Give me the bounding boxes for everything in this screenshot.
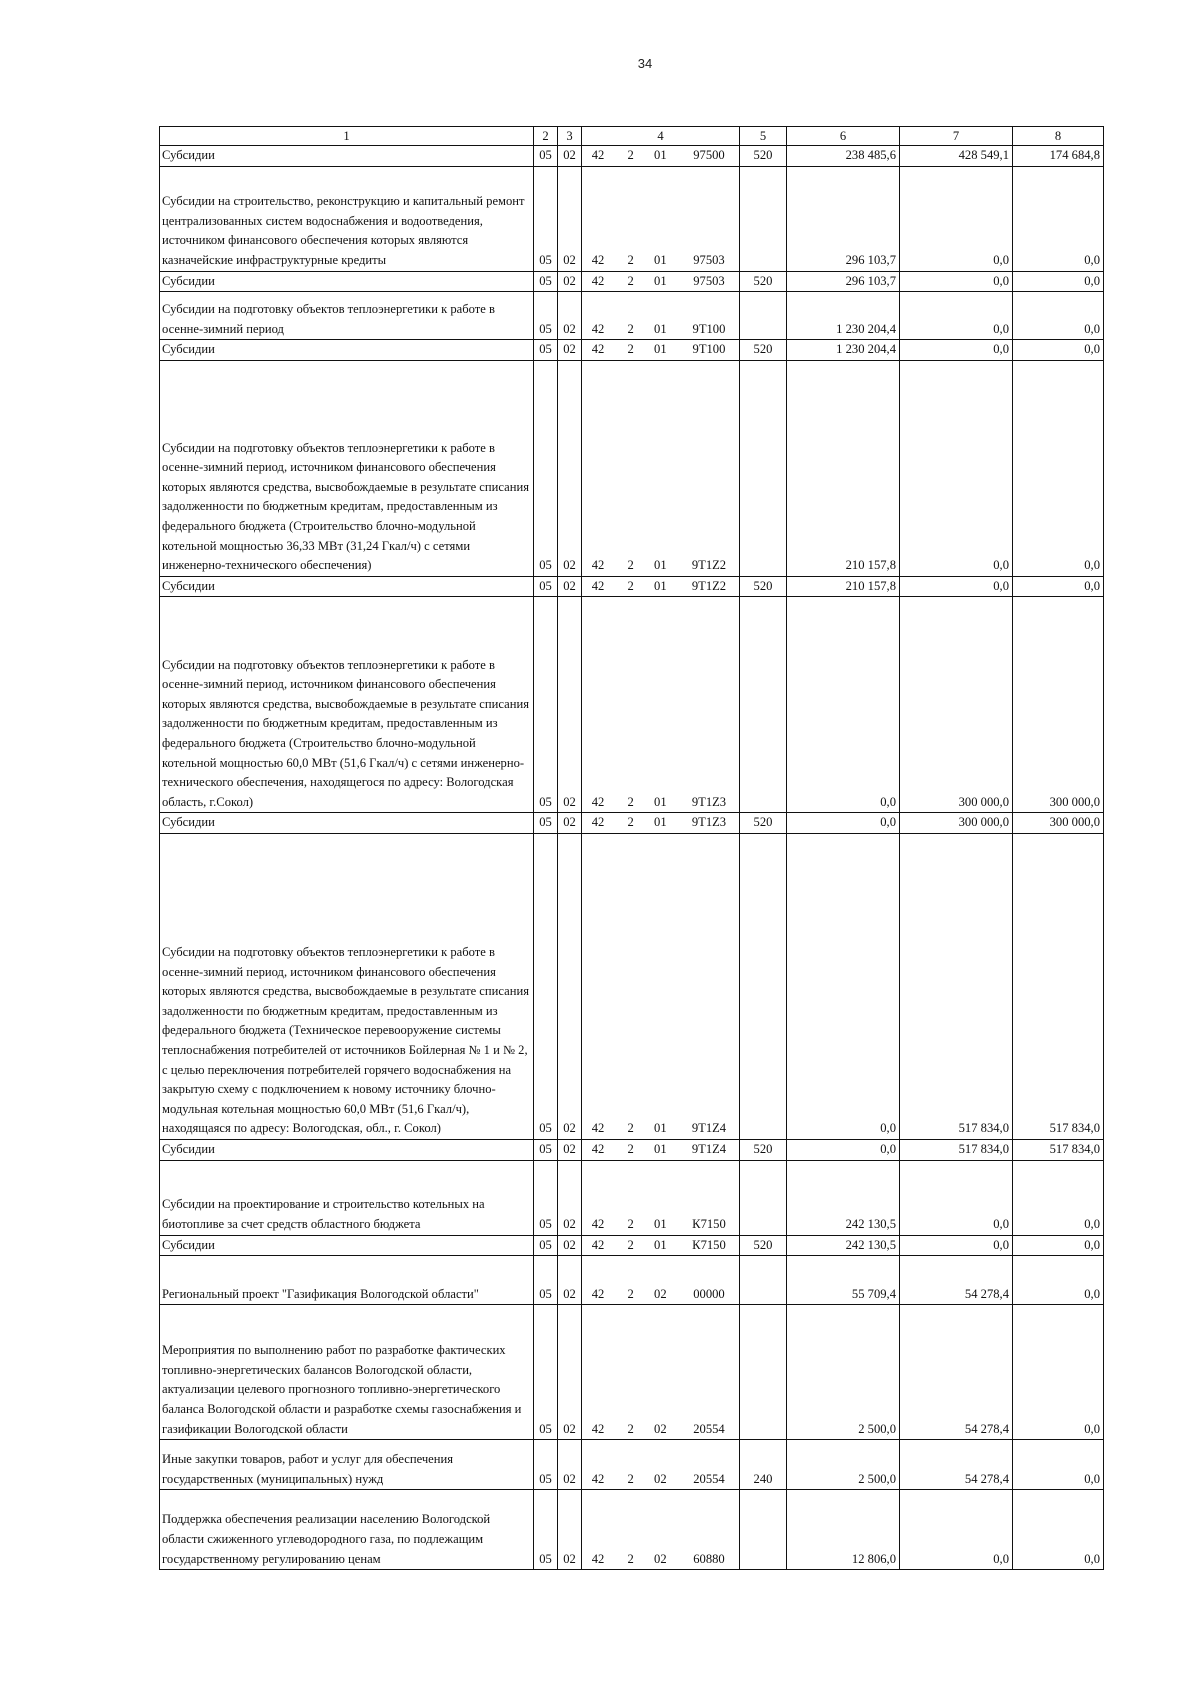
table-row — [160, 166, 1104, 271]
amount-year-2: 0,0 — [900, 1160, 1013, 1235]
expense-type-code: 520 — [740, 1235, 787, 1256]
amount-year-1: 242 130,5 — [787, 1160, 900, 1235]
amount-year-3: 517 834,0 — [1013, 833, 1104, 1139]
amount-year-3: 0,0 — [1013, 360, 1104, 576]
amount-year-2: 0,0 — [900, 576, 1013, 597]
direction-code: К7150 — [692, 1237, 726, 1252]
amount-year-2: 0,0 — [900, 166, 1013, 271]
program-code: 42 — [591, 578, 605, 593]
event-code: 01 — [654, 1216, 667, 1231]
subsection-code: 02 — [558, 340, 582, 361]
amount-year-1: 210 157,8 — [787, 576, 900, 597]
amount-year-2: 517 834,0 — [900, 1139, 1013, 1160]
event-code: 01 — [654, 321, 667, 336]
event-code: 01 — [654, 1141, 667, 1156]
expense-type-code — [740, 292, 787, 340]
amount-year-1: 1 230 204,4 — [787, 292, 900, 340]
amount-year-1: 210 157,8 — [787, 360, 900, 576]
direction-code: 9Т1Z3 — [691, 815, 727, 830]
program-code: 42 — [591, 794, 605, 809]
amount-year-3: 0,0 — [1013, 1235, 1104, 1256]
section-code: 05 — [534, 1490, 558, 1570]
amount-year-1: 0,0 — [787, 597, 900, 813]
event-code: 01 — [654, 148, 667, 162]
event-code: 01 — [654, 1237, 667, 1252]
direction-code: 9Т1Z2 — [691, 558, 727, 573]
section-code: 05 — [534, 292, 558, 340]
event-code: 01 — [654, 253, 667, 267]
table-row — [160, 1256, 1104, 1305]
section-code: 05 — [534, 166, 558, 271]
program-code: 42 — [591, 558, 605, 573]
amount-year-3: 0,0 — [1013, 166, 1104, 271]
amount-year-1: 1 230 204,4 — [787, 340, 900, 361]
table-row — [160, 1160, 1104, 1235]
subprogram-code: 2 — [627, 578, 634, 593]
expense-type-code — [740, 1490, 787, 1570]
amount-year-3: 0,0 — [1013, 576, 1104, 597]
amount-year-2: 54 278,4 — [900, 1256, 1013, 1305]
amount-year-2: 517 834,0 — [900, 833, 1013, 1139]
header-cell: 4 — [582, 127, 740, 146]
section-code: 05 — [534, 576, 558, 597]
subprogram-code: 2 — [627, 815, 634, 830]
expense-type-code: 520 — [740, 576, 787, 597]
section-code: 05 — [534, 1440, 558, 1490]
target-article-code — [582, 166, 740, 271]
amount-year-1: 12 806,0 — [787, 1490, 900, 1570]
amount-year-1: 2 500,0 — [787, 1305, 900, 1440]
target-article-code — [582, 597, 740, 813]
program-code: 42 — [591, 1551, 605, 1566]
subsection-code: 02 — [558, 1160, 582, 1235]
amount-year-1: 242 130,5 — [787, 1235, 900, 1256]
expense-type-code — [740, 597, 787, 813]
header-cell: 2 — [534, 127, 558, 146]
event-code: 01 — [654, 578, 667, 593]
amount-year-2: 54 278,4 — [900, 1305, 1013, 1440]
page-number: 34 — [637, 56, 653, 71]
direction-code: 9Т100 — [692, 342, 726, 357]
direction-code: 9Т1Z3 — [691, 794, 727, 809]
table-row — [160, 271, 1104, 292]
target-article-code — [582, 271, 740, 292]
row-name: Субсидии на подготовку объектов теплоэнергетики к работе в осенне-зимний период, источником финансового обеспечения которых являются средства, высвобождаемые в результате списания задолженности по бюджетным кредитам, предоставленным из федерального бюджета (Строительство блочно-модульной котельной мощностью 36,33 МВт (31,24 Гкал/ч) с сетями инженерно-технического обеспечения) — [160, 360, 534, 576]
subsection-code: 02 — [558, 271, 582, 292]
table-row — [160, 1235, 1104, 1256]
subprogram-code: 2 — [627, 1421, 634, 1436]
section-code: 05 — [534, 1160, 558, 1235]
amount-year-1: 0,0 — [787, 813, 900, 834]
target-article-code — [582, 1490, 740, 1570]
amount-year-1: 55 709,4 — [787, 1256, 900, 1305]
program-code: 42 — [591, 342, 605, 357]
header-cell: 5 — [740, 127, 787, 146]
amount-year-2: 428 549,1 — [900, 146, 1013, 167]
row-name: Субсидии — [160, 271, 534, 292]
amount-year-3: 0,0 — [1013, 340, 1104, 361]
amount-year-3: 517 834,0 — [1013, 1139, 1104, 1160]
subsection-code: 02 — [558, 1256, 582, 1305]
amount-year-2: 0,0 — [900, 360, 1013, 576]
target-article-code — [582, 340, 740, 361]
target-article-code — [582, 833, 740, 1139]
direction-code: 20554 — [693, 1421, 725, 1436]
amount-year-3: 174 684,8 — [1013, 146, 1104, 167]
program-code: 42 — [591, 321, 605, 336]
section-code: 05 — [534, 1256, 558, 1305]
section-code: 05 — [534, 146, 558, 167]
header-cell: 6 — [787, 127, 900, 146]
amount-year-3: 0,0 — [1013, 1440, 1104, 1490]
table-row — [160, 833, 1104, 1139]
table-row — [160, 292, 1104, 340]
subsection-code: 02 — [558, 1440, 582, 1490]
event-code: 01 — [654, 794, 667, 809]
program-code: 42 — [591, 1141, 605, 1156]
target-article-code — [582, 1235, 740, 1256]
table-row — [160, 1139, 1104, 1160]
amount-year-3: 0,0 — [1013, 1256, 1104, 1305]
event-code: 01 — [654, 1121, 667, 1136]
amount-year-1: 2 500,0 — [787, 1440, 900, 1490]
section-code: 05 — [534, 813, 558, 834]
direction-code: 9Т1Z2 — [691, 578, 727, 593]
row-name: Субсидии — [160, 1235, 534, 1256]
event-code: 01 — [654, 558, 667, 573]
subprogram-code: 2 — [627, 1216, 634, 1231]
program-code: 42 — [591, 1216, 605, 1231]
expense-type-code — [740, 1305, 787, 1440]
row-name: Поддержка обеспечения реализации населению Вологодской области сжиженного углеводородного газа, по подлежащим государственному регулированию ценам — [160, 1490, 534, 1570]
section-code: 05 — [534, 597, 558, 813]
expense-type-code — [740, 833, 787, 1139]
amount-year-1: 238 485,6 — [787, 146, 900, 167]
table-row — [160, 1305, 1104, 1440]
subsection-code: 02 — [558, 813, 582, 834]
target-article-code — [582, 1440, 740, 1490]
expense-type-code — [740, 1160, 787, 1235]
subprogram-code: 2 — [627, 1141, 634, 1156]
amount-year-3: 0,0 — [1013, 271, 1104, 292]
direction-code: 00000 — [693, 1286, 725, 1301]
amount-year-2: 0,0 — [900, 1490, 1013, 1570]
program-code: 42 — [591, 1286, 605, 1301]
subprogram-code: 2 — [627, 1551, 634, 1566]
expense-type-code: 520 — [740, 271, 787, 292]
target-article-code — [582, 360, 740, 576]
subsection-code: 02 — [558, 146, 582, 167]
direction-code: 20554 — [693, 1471, 725, 1486]
direction-code: 97500 — [693, 148, 725, 162]
subprogram-code: 2 — [627, 253, 634, 267]
amount-year-2: 54 278,4 — [900, 1440, 1013, 1490]
subsection-code: 02 — [558, 360, 582, 576]
row-name: Субсидии на подготовку объектов теплоэнергетики к работе в осенне-зимний период, источником финансового обеспечения которых являются средства, высвобождаемые в результате списания задолженности по бюджетным кредитам, предоставленным из федерального бюджета (Техническое перевооружение системы теплоснабжения потребителей от источников Бойлерная № 1 и № 2, с целью переключения потребителей горячего водоснабжения на закрытую схему с подключением к новому источнику блочно-модульная котельная мощностью 60,0 МВт (51,6 Гкал/ч), находящаяся по адресу: Вологодская, обл., г. Сокол) — [160, 833, 534, 1139]
amount-year-1: 296 103,7 — [787, 166, 900, 271]
amount-year-3: 300 000,0 — [1013, 597, 1104, 813]
section-code: 05 — [534, 271, 558, 292]
row-name: Иные закупки товаров, работ и услуг для обеспечения государственных (муниципальных) нужд — [160, 1440, 534, 1490]
row-name: Субсидии — [160, 576, 534, 597]
row-name: Региональный проект "Газификация Вологодской области" — [160, 1256, 534, 1305]
expense-type-code: 520 — [740, 340, 787, 361]
amount-year-2: 0,0 — [900, 340, 1013, 361]
section-code: 05 — [534, 1139, 558, 1160]
subprogram-code: 2 — [627, 1471, 634, 1486]
program-code: 42 — [591, 148, 605, 162]
table-row — [160, 1490, 1104, 1570]
program-code: 42 — [591, 815, 605, 830]
header-cell: 8 — [1013, 127, 1104, 146]
expense-type-code — [740, 1256, 787, 1305]
table-row — [160, 360, 1104, 576]
subprogram-code: 2 — [627, 1237, 634, 1252]
table-row — [160, 813, 1104, 834]
amount-year-3: 300 000,0 — [1013, 813, 1104, 834]
subsection-code: 02 — [558, 1235, 582, 1256]
target-article-code — [582, 292, 740, 340]
subsection-code: 02 — [558, 1139, 582, 1160]
row-name: Субсидии на подготовку объектов теплоэнергетики к работе в осенне-зимний период, источником финансового обеспечения которых являются средства, высвобождаемые в результате списания задолженности по бюджетным кредитам, предоставленным из федерального бюджета (Строительство блочно-модульной котельной мощностью 60,0 МВт (51,6 Гкал/ч) с сетями инженерно-технического обеспечения, находящегося по адресу: Вологодская область, г.Сокол) — [160, 597, 534, 813]
expense-type-code — [740, 360, 787, 576]
row-name: Субсидии — [160, 340, 534, 361]
program-code: 42 — [591, 253, 605, 267]
subprogram-code: 2 — [627, 1286, 634, 1301]
direction-code: 9Т1Z4 — [691, 1141, 727, 1156]
subprogram-code: 2 — [627, 321, 634, 336]
expense-type-code: 240 — [740, 1440, 787, 1490]
event-code: 01 — [654, 342, 667, 357]
amount-year-2: 0,0 — [900, 271, 1013, 292]
event-code: 02 — [654, 1471, 667, 1486]
row-name: Субсидии — [160, 813, 534, 834]
target-article-code — [582, 1305, 740, 1440]
row-name: Субсидии на строительство, реконструкцию и капитальный ремонт централизованных систем водоснабжения и водоотведения, источником финансового обеспечения которых являются казначейские инфраструктурные кредиты — [160, 166, 534, 271]
subprogram-code: 2 — [627, 273, 634, 288]
row-name: Субсидии на подготовку объектов теплоэнергетики к работе в осенне-зимний период — [160, 292, 534, 340]
target-article-code — [582, 813, 740, 834]
direction-code: 9Т100 — [692, 321, 726, 336]
expense-type-code — [740, 166, 787, 271]
amount-year-1: 296 103,7 — [787, 271, 900, 292]
amount-year-2: 300 000,0 — [900, 813, 1013, 834]
row-name: Субсидии — [160, 146, 534, 167]
target-article-code — [582, 1256, 740, 1305]
section-code: 05 — [534, 1305, 558, 1440]
amount-year-2: 300 000,0 — [900, 597, 1013, 813]
table-row — [160, 340, 1104, 361]
expense-type-code: 520 — [740, 813, 787, 834]
subprogram-code: 2 — [627, 148, 634, 162]
table-row — [160, 576, 1104, 597]
subprogram-code: 2 — [627, 794, 634, 809]
direction-code: 60880 — [693, 1551, 725, 1566]
target-article-code — [582, 1160, 740, 1235]
row-name: Мероприятия по выполнению работ по разработке фактических топливно-энергетических балансов Вологодской области, актуализации целевого прогнозного топливно-энергетического баланса Вологодской области и разработке схемы газоснабжения и газификации Вологодской области — [160, 1305, 534, 1440]
subsection-code: 02 — [558, 576, 582, 597]
header-row — [160, 127, 1104, 146]
header-cell: 3 — [558, 127, 582, 146]
subprogram-code: 2 — [627, 342, 634, 357]
table-row — [160, 146, 1104, 167]
amount-year-3: 0,0 — [1013, 1305, 1104, 1440]
subsection-code: 02 — [558, 292, 582, 340]
amount-year-1: 0,0 — [787, 1139, 900, 1160]
subsection-code: 02 — [558, 1305, 582, 1440]
event-code: 01 — [654, 273, 667, 288]
program-code: 42 — [591, 1421, 605, 1436]
section-code: 05 — [534, 340, 558, 361]
subsection-code: 02 — [558, 1490, 582, 1570]
header-cell: 1 — [160, 127, 534, 146]
expense-type-code: 520 — [740, 146, 787, 167]
amount-year-2: 0,0 — [900, 292, 1013, 340]
budget-table — [159, 126, 1104, 1570]
event-code: 02 — [654, 1551, 667, 1566]
subsection-code: 02 — [558, 597, 582, 813]
event-code: 02 — [654, 1286, 667, 1301]
target-article-code — [582, 576, 740, 597]
program-code: 42 — [591, 1121, 605, 1136]
direction-code: 97503 — [693, 253, 725, 267]
expense-type-code: 520 — [740, 1139, 787, 1160]
row-name: Субсидии — [160, 1139, 534, 1160]
direction-code: К7150 — [692, 1216, 726, 1231]
table-row — [160, 597, 1104, 813]
amount-year-3: 0,0 — [1013, 1490, 1104, 1570]
target-article-code — [582, 1139, 740, 1160]
section-code: 05 — [534, 833, 558, 1139]
subsection-code: 02 — [558, 833, 582, 1139]
program-code: 42 — [591, 1471, 605, 1486]
subsection-code: 02 — [558, 166, 582, 271]
target-article-code — [582, 146, 740, 167]
event-code: 02 — [654, 1421, 667, 1436]
amount-year-3: 0,0 — [1013, 292, 1104, 340]
amount-year-1: 0,0 — [787, 833, 900, 1139]
subprogram-code: 2 — [627, 1121, 634, 1136]
section-code: 05 — [534, 360, 558, 576]
direction-code: 9Т1Z4 — [691, 1121, 727, 1136]
table-row — [160, 1440, 1104, 1490]
row-name: Субсидии на проектирование и строительство котельных на биотопливе за счет средств областного бюджета — [160, 1160, 534, 1235]
amount-year-2: 0,0 — [900, 1235, 1013, 1256]
program-code: 42 — [591, 1237, 605, 1252]
section-code: 05 — [534, 1235, 558, 1256]
event-code: 01 — [654, 815, 667, 830]
direction-code: 97503 — [693, 273, 725, 288]
header-cell: 7 — [900, 127, 1013, 146]
subprogram-code: 2 — [627, 558, 634, 573]
amount-year-3: 0,0 — [1013, 1160, 1104, 1235]
program-code: 42 — [591, 273, 605, 288]
